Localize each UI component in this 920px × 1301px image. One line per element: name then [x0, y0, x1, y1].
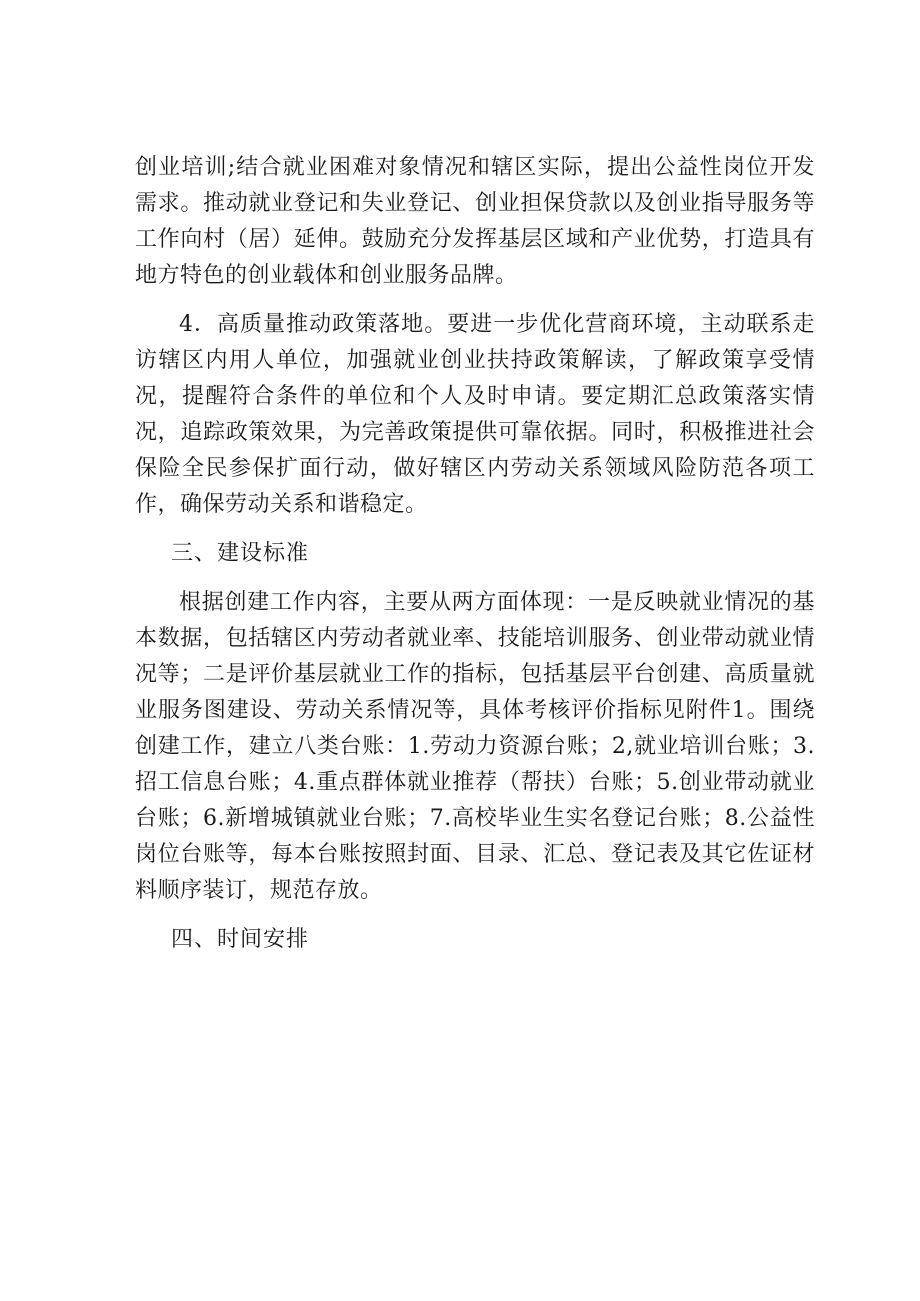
document-body — [135, 150, 815, 971]
paragraph-standards-and-ledgers: 根据创建工作内容，主要从两方面体现：一是反映就业情况的基本数据，包括辖区内劳动者就业率、技能培训服务、创业带动就业情况等；二是评价基层就业工作的指标，包括基层平台创建、高质量就业服务图建设、劳动关系情况等，具体考核评价指标见附件1。围绕创建工作，建立八类台账：1.劳动力资源台账；2,就业培训台账；3.招工信息台账；4.重点群体就业推荐（帮扶）台账；5.创业带动就业台账；6.新增城镇就业台账；7.高校毕业生实名登记台账；8.公益性岗位台账等，每本台账按照封面、目录、汇总、登记表及其它佐证材料顺序装订，规范存放。 — [135, 590, 815, 903]
section-heading-time-schedule: 四、时间安排 — [171, 927, 310, 952]
paragraph-policy-implementation: 4．高质量推动政策落地。要进一步优化营商环境，主动联系走访辖区内用人单位，加强就业创业扶持政策解读，了解政策享受情况，提醒符合条件的单位和个人及时申请。要定期汇总政策落实情况，追踪政策效果，为完善政策提供可靠依据。同时，积极推进社会保险全民参保扩面行动，做好辖区内劳动关系领域风险防范各项工作，确保劳动关系和谐稳定。 — [135, 312, 815, 517]
paragraph-entrepreneurship-services: 创业培训;结合就业困难对象情况和辖区实际，提出公益性岗位开发需求。推动就业登记和失业登记、创业担保贷款以及创业指导服务等工作向村（居）延伸。鼓励充分发挥基层区域和产业优势，打造具有地方特色的创业载体和创业服务品牌。 — [135, 155, 815, 288]
section-heading-construction-standards: 三、建设标准 — [171, 541, 310, 566]
